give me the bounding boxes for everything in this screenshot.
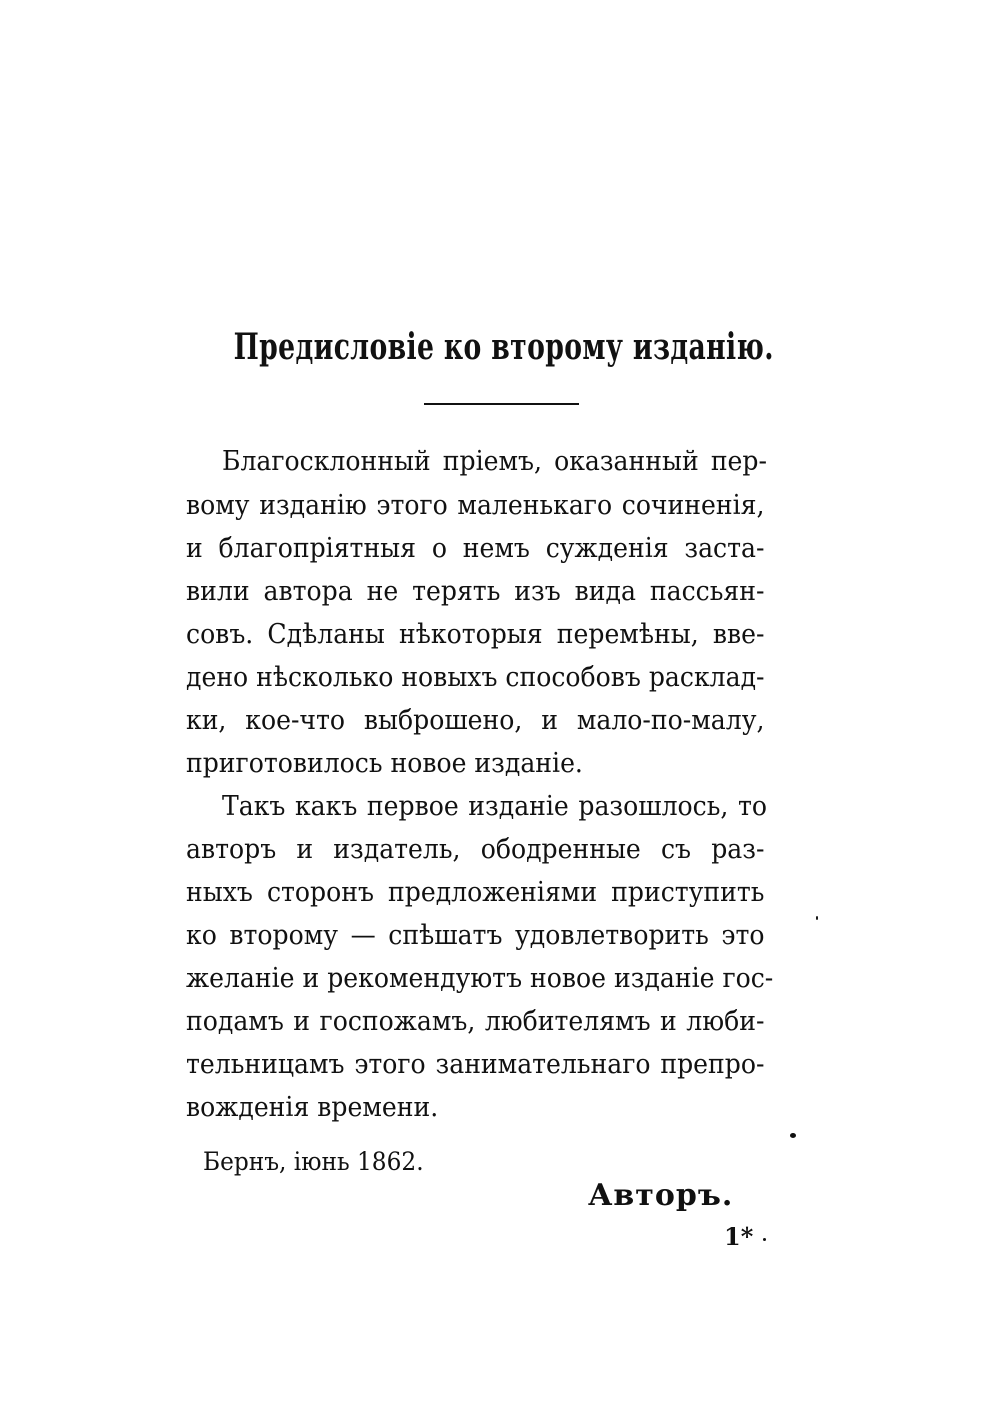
place-date: Бернъ, іюнь 1862.	[203, 1147, 424, 1176]
paragraph-line: Благосклонный пріемъ, оказанный пер-	[222, 446, 767, 477]
ink-speck	[763, 1238, 766, 1241]
paragraph-line: приготовилось новое изданіе.	[186, 748, 583, 779]
paragraph-line: авторъ и издатель, ободренные съ раз-	[186, 834, 765, 865]
paragraph-line: ко второму — спѣшатъ удовлетворить это	[186, 920, 765, 951]
paragraph-line: вожденія времени.	[186, 1092, 439, 1123]
signature-mark: 1*	[724, 1222, 754, 1251]
paragraph-line: подамъ и госпожамъ, любителямъ и люби-	[186, 1006, 765, 1037]
paragraph-line: и благопріятныя о немъ сужденія заста-	[186, 533, 765, 564]
paragraph-line: Такъ какъ первое изданіе разошлось, то	[222, 791, 767, 822]
paragraph-line: ныхъ сторонъ предложеніями приступить	[186, 877, 765, 908]
paragraph-line: вому изданію этого маленькаго сочиненія,	[186, 490, 765, 521]
ink-speck	[816, 916, 818, 920]
paragraph-line: ки, кое-что выброшено, и мало-по-малу,	[186, 705, 765, 736]
paragraph-line: тельницамъ этого занимательнаго препро-	[186, 1049, 765, 1080]
ink-speck	[790, 1133, 796, 1138]
title-divider	[424, 403, 579, 405]
paragraph-line: желаніе и рекомендуютъ новое изданіе гос-	[186, 963, 774, 994]
author-signature: Авторъ.	[588, 1178, 734, 1213]
paragraph-line: дено нѣсколько новыхъ способовъ расклад-	[186, 662, 765, 693]
paragraph-line: вили автора не терять изъ вида пассьян-	[186, 576, 765, 607]
paragraph-line: совъ. Сдѣланы нѣкоторыя перемѣны, вве-	[186, 619, 765, 650]
page-title: Предисловіе ко второму изданію.	[233, 326, 774, 368]
